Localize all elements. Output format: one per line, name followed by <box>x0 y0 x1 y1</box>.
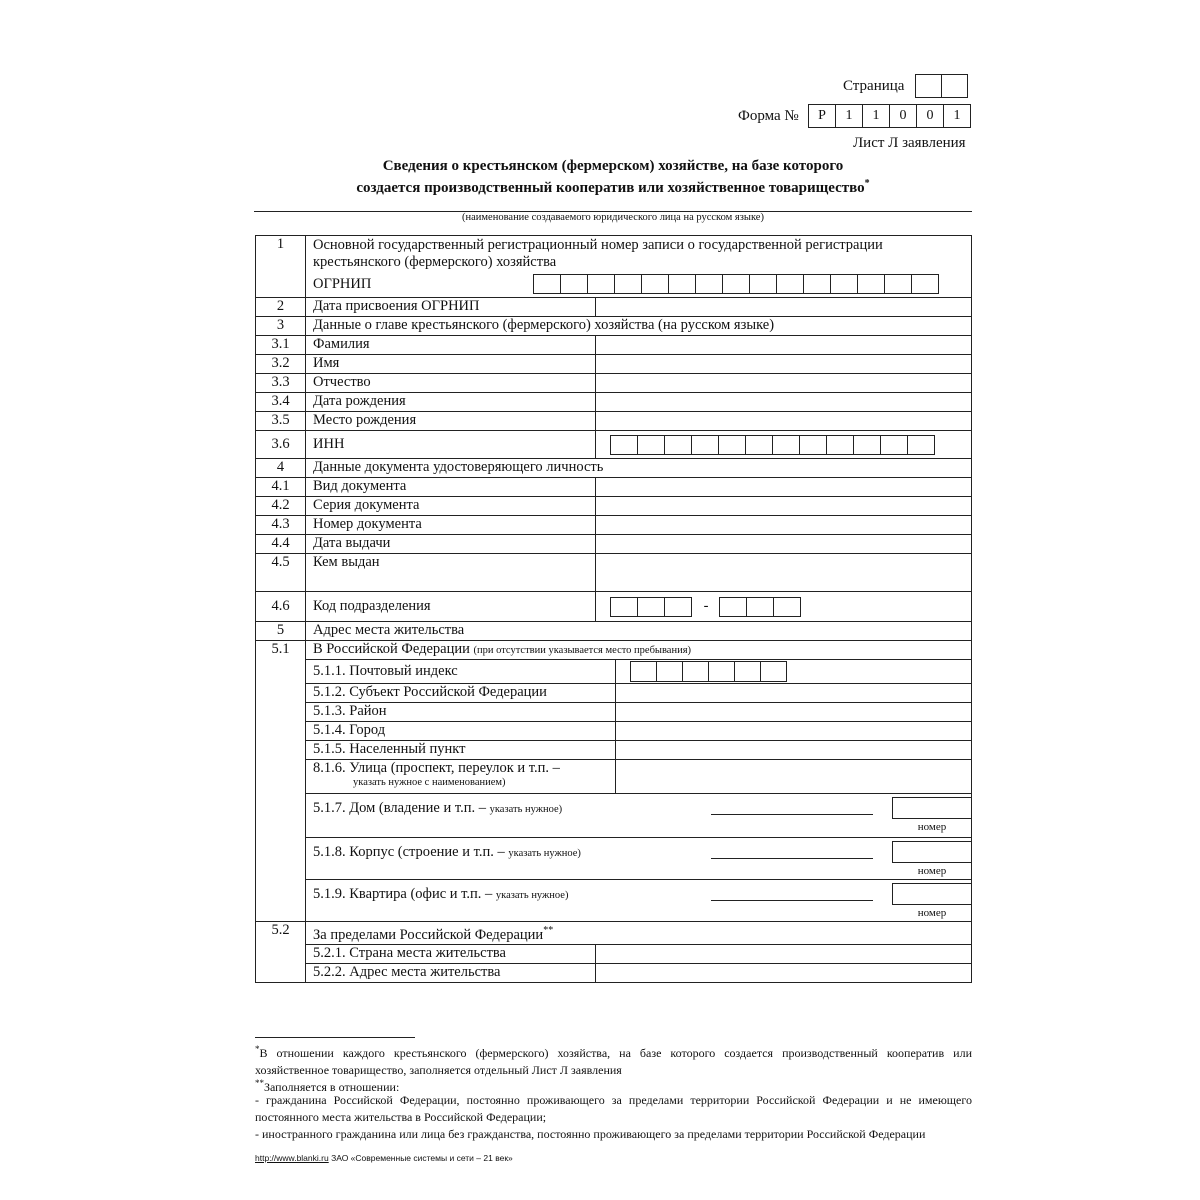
row-label: В Российской Федерации (при отсутствии указывается место пребывания) <box>306 641 972 660</box>
legal-entity-name-caption: (наименование создаваемого юридического лица на русском языке) <box>462 212 764 223</box>
row-label: Код подразделения <box>306 592 596 622</box>
form-number-cells <box>808 104 971 128</box>
title-line-2: создается производственный кооператив или хозяйственное товарищество* <box>356 178 870 196</box>
page-number-cell[interactable] <box>941 74 968 98</box>
row-label: Данные о главе крестьянского (фермерского) хозяйства (на русском языке) <box>306 317 972 336</box>
form-number-cell: Р <box>808 104 836 128</box>
ogrnip-input-cells[interactable] <box>534 274 939 294</box>
postal-code-row <box>616 660 972 684</box>
row-number: 4.1 <box>256 478 306 497</box>
row-label: Серия документа <box>306 497 596 516</box>
table-row <box>256 236 972 298</box>
row-label: Адрес места жительства <box>306 622 972 641</box>
building-row: 5.1.8. Корпус (строение и т.п. – указать нужное) номер <box>306 838 972 880</box>
document-series-field[interactable] <box>596 497 972 516</box>
row-number: 3.5 <box>256 412 306 431</box>
table-row <box>256 374 972 393</box>
table-row <box>256 722 972 741</box>
building-type-line[interactable] <box>711 858 873 859</box>
footnote-2: **Заполняется в отношении: <box>255 1078 400 1094</box>
table-row <box>256 703 972 722</box>
row-number: 5 <box>256 622 306 641</box>
row-label: Имя <box>306 355 596 374</box>
birth-date-field[interactable] <box>596 393 972 412</box>
form-label: Форма № <box>738 108 799 124</box>
table-row <box>256 760 972 794</box>
form-number-cell: 0 <box>916 104 944 128</box>
row-label: Дата присвоения ОГРНИП <box>306 298 596 317</box>
table-row <box>256 317 972 336</box>
table-row <box>256 880 972 922</box>
row-label: Дата выдачи <box>306 535 596 554</box>
issued-by-field[interactable] <box>596 554 972 592</box>
row-label: Отчество <box>306 374 596 393</box>
row-number: 3.3 <box>256 374 306 393</box>
row-label: 5.2.2. Адрес места жительства <box>306 963 596 982</box>
division-code-row <box>596 592 972 622</box>
form-number-cell: 1 <box>835 104 863 128</box>
birth-place-field[interactable] <box>596 412 972 431</box>
table-row <box>256 516 972 535</box>
foreign-address-field[interactable] <box>596 963 972 982</box>
table-row <box>256 355 972 374</box>
table-row <box>256 794 972 838</box>
table-row <box>256 741 972 760</box>
inn-input-cells[interactable] <box>611 435 971 455</box>
row-label: Дата рождения <box>306 393 596 412</box>
row-label: 5.1.4. Город <box>306 722 616 741</box>
row-note: (при отсутствии указывается место пребывания) <box>473 645 692 656</box>
row-number: 5.2 <box>256 922 306 945</box>
footnote-1: *В отношении каждого крестьянского (фермерского) хозяйства, на базе которого создается производственный кооператив или хозяйственное товарищество, заполняется отдельный Лист Л заявления <box>255 1044 972 1077</box>
ogrnip-date-field[interactable] <box>596 298 972 317</box>
table-row <box>256 478 972 497</box>
division-code-cells-1[interactable] <box>611 597 692 617</box>
table-row <box>256 393 972 412</box>
table-row <box>256 535 972 554</box>
issue-date-field[interactable] <box>596 535 972 554</box>
table-row <box>256 660 972 684</box>
source-link[interactable]: http://www.blanki.ru <box>255 1153 329 1163</box>
nomer-label: номер <box>917 865 947 877</box>
table-row <box>256 684 972 703</box>
settlement-field[interactable] <box>616 741 972 760</box>
region-field[interactable] <box>616 684 972 703</box>
row-label: Кем выдан <box>306 554 596 592</box>
row-label: Место рождения <box>306 412 596 431</box>
row-number: 4.3 <box>256 516 306 535</box>
row-label: 5.1.1. Почтовый индекс <box>306 660 616 684</box>
district-field[interactable] <box>616 703 972 722</box>
table-row <box>256 298 972 317</box>
row-number: 3 <box>256 317 306 336</box>
row-number: 4.2 <box>256 497 306 516</box>
row-note: указать нужное с наименованием) <box>353 777 506 788</box>
street-field[interactable] <box>616 760 972 794</box>
form-number-cell: 1 <box>943 104 971 128</box>
division-code-cells-2[interactable] <box>720 597 801 617</box>
footnote-mark: ** <box>543 925 554 936</box>
city-field[interactable] <box>616 722 972 741</box>
page-number-cells[interactable] <box>915 74 968 98</box>
table-row <box>256 963 972 982</box>
house-type-line[interactable] <box>711 814 873 815</box>
source-line <box>255 1153 513 1163</box>
row-number: 4.5 <box>256 554 306 592</box>
table-row <box>256 641 972 660</box>
page-number-cell[interactable] <box>915 74 942 98</box>
table-row <box>256 838 972 880</box>
row-number: 4.6 <box>256 592 306 622</box>
form-number-cell: 0 <box>889 104 917 128</box>
nomer-label: номер <box>917 907 947 919</box>
table-row <box>256 431 972 459</box>
row-number: 3.4 <box>256 393 306 412</box>
table-row <box>256 554 972 592</box>
inn-row <box>596 431 972 459</box>
row-number: 3.1 <box>256 336 306 355</box>
table-row <box>256 412 972 431</box>
footnote-mark: ** <box>255 1078 264 1088</box>
row-label: За пределами Российской Федерации** <box>306 922 972 945</box>
document-number-field[interactable] <box>596 516 972 535</box>
row-label: Данные документа удостоверяющего личность <box>306 459 972 478</box>
footnote-mark: * <box>255 1044 260 1054</box>
row-number: 3.6 <box>256 431 306 459</box>
ogrnip-label: ОГРНИП <box>313 275 372 292</box>
row-number: 4.4 <box>256 535 306 554</box>
title-line-1: Сведения о крестьянском (фермерском) хозяйстве, на базе которого <box>382 158 844 174</box>
document-type-field[interactable] <box>596 478 972 497</box>
row-label: 5.1.5. Населенный пункт <box>306 741 616 760</box>
table-row <box>256 336 972 355</box>
row-number: 3.2 <box>256 355 306 374</box>
ogrnip-row <box>306 236 972 298</box>
page-title <box>254 157 972 197</box>
table-row <box>256 622 972 641</box>
postal-code-cells[interactable] <box>631 661 971 682</box>
apartment-type-line[interactable] <box>711 900 873 901</box>
division-code-dash: - <box>703 598 709 614</box>
table-row <box>256 922 972 945</box>
row-label: 5.2.1. Страна места жительства <box>306 944 596 963</box>
page-label: Страница <box>843 78 905 94</box>
row-label: 8.1.6. Улица (проспект, переулок и т.п. – указать нужное с наименованием) <box>306 760 616 794</box>
sheet-label: Лист Л заявления <box>853 135 966 151</box>
row-number: 5.1 <box>256 641 306 660</box>
first-name-field[interactable] <box>596 355 972 374</box>
house-number-box[interactable] <box>892 797 972 819</box>
footnote-2a: - гражданина Российской Федерации, постоянно проживающего за пределами территории Российской Федерации и не имеющего постоянного места жительства в Российской Федерации; <box>255 1093 972 1124</box>
patronymic-field[interactable] <box>596 374 972 393</box>
footnote-divider <box>255 1037 415 1038</box>
source-company: ЗАО «Современные системы и сети – 21 век» <box>331 1153 513 1163</box>
table-row <box>256 592 972 622</box>
row-number: 1 <box>256 236 306 298</box>
row-note: указать нужное) <box>489 804 563 815</box>
table-row <box>256 497 972 516</box>
row-note: указать нужное) <box>508 848 581 859</box>
table-row <box>256 944 972 963</box>
nomer-label: номер <box>917 821 947 833</box>
row-label: Вид документа <box>306 478 596 497</box>
title-footnote-mark: * <box>864 178 870 189</box>
table-row <box>256 459 972 478</box>
data-table <box>255 235 972 983</box>
row-label: Номер документа <box>306 516 596 535</box>
row-note: указать нужное) <box>495 890 569 901</box>
ogrnip-description: Основной государственный регистрационный номер записи о государственной регистрации крестьянского (фермерского) хозяйства <box>313 237 883 270</box>
row-number: 4 <box>256 459 306 478</box>
row-label: Фамилия <box>306 336 596 355</box>
row-label: 5.1.2. Субъект Российской Федерации <box>306 684 616 703</box>
form-number-cell: 1 <box>862 104 890 128</box>
building-number-box[interactable] <box>892 841 972 863</box>
row-label: ИНН <box>306 431 596 459</box>
apartment-number-box[interactable] <box>892 883 972 905</box>
row-number: 2 <box>256 298 306 317</box>
row-label: 5.1.3. Район <box>306 703 616 722</box>
footnote-2b: - иностранного гражданина или лица без гражданства, постоянно проживающего за пределами территории Российской Федерации <box>255 1127 926 1141</box>
house-row: 5.1.7. Дом (владение и т.п. – указать нужное) номер <box>306 794 972 838</box>
surname-field[interactable] <box>596 336 972 355</box>
country-field[interactable] <box>596 944 972 963</box>
apartment-row: 5.1.9. Квартира (офис и т.п. – указать нужное) номер <box>306 880 972 922</box>
